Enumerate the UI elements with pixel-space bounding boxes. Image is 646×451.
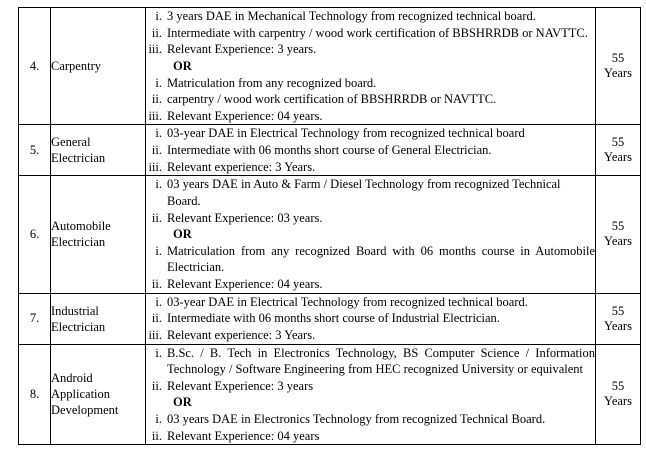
list-marker: iii. — [148, 42, 162, 57]
list-marker: ii. — [151, 378, 162, 393]
or-separator: OR — [173, 395, 192, 410]
list-marker: i. — [155, 9, 162, 23]
list-item-text: carpentry / wood work certification of BBSHRRDB or NAVTTC. — [167, 92, 497, 107]
criteria-list-item — [146, 108, 595, 125]
table-row — [19, 176, 641, 293]
list-item-text: 03-year DAE in Electrical Technology from recognized technical board — [167, 126, 525, 141]
cell-post-name: Automobile Electrician — [51, 176, 146, 293]
cell-qualification-criteria — [146, 344, 596, 445]
list-item-text: Matriculation from any recognized Board with 06 months course in Automobile Electrician. — [167, 243, 595, 275]
list-marker: i. — [155, 294, 162, 309]
criteria-list-item — [146, 125, 595, 142]
age-limit-value: 55 — [611, 303, 625, 318]
table-body — [19, 8, 641, 445]
criteria-list-item — [146, 159, 595, 176]
cell-age-limit — [596, 293, 641, 344]
list-item-text: Matriculation from any recognized board. — [167, 75, 377, 90]
table-row — [19, 125, 641, 176]
age-limit-value: 55 — [611, 135, 625, 150]
list-item-text: 03-year DAE in Electrical Technology from recognized technical board. — [167, 294, 528, 309]
list-marker: iii. — [148, 327, 162, 342]
list-marker: iii. — [148, 159, 162, 174]
age-limit-unit: Years — [604, 66, 632, 81]
list-item-text: Relevant Experience: 04 years. — [167, 108, 323, 123]
criteria-list-item — [146, 91, 595, 108]
criteria-list-item — [146, 345, 595, 378]
list-item-text: 3 years DAE in Mechanical Technology from recognized technical board. — [167, 9, 536, 23]
cell-age-limit — [596, 176, 641, 293]
list-marker: i. — [155, 177, 162, 192]
cell-serial-number: 4. — [19, 8, 51, 125]
list-item-text: Relevant Experience: 04 years — [167, 428, 320, 443]
list-marker: i. — [155, 412, 162, 426]
list-item-text: Intermediate with carpentry / wood work certification of BBSHRRDB or NAVTTC. — [167, 25, 588, 40]
age-limit-unit: Years — [604, 234, 632, 249]
list-item-text: Intermediate with 06 months short course of Industrial Electrician. — [167, 311, 500, 326]
list-item-text: 03 years DAE in Electronics Technology from recognized Technical Board. — [167, 412, 546, 426]
list-item-text: B.Sc. / B. Tech in Electronics Technology, BS Computer Science / Information Technology / Software Engineering from HEC recognized University or equivalent — [167, 345, 595, 377]
cell-age-limit — [596, 8, 641, 125]
criteria-list-item — [146, 8, 595, 25]
cell-qualification-criteria — [146, 293, 596, 344]
list-marker: i. — [155, 75, 162, 90]
age-limit-unit: Years — [604, 318, 632, 333]
criteria-list-item — [146, 411, 595, 428]
criteria-list-item — [146, 176, 595, 209]
list-item-text: Relevant Experience: 03 years. — [167, 210, 323, 225]
cell-post-name: Industrial Electrician — [51, 293, 146, 344]
age-limit-value: 55 — [611, 219, 625, 234]
age-limit-unit: Years — [604, 150, 632, 165]
criteria-list-item — [146, 276, 595, 293]
or-separator: OR — [173, 227, 192, 242]
criteria-list-item — [146, 327, 595, 344]
criteria-list-item — [146, 378, 595, 395]
criteria-list-item — [146, 142, 595, 159]
age-limit-value: 55 — [611, 51, 625, 66]
list-marker: ii. — [151, 277, 162, 291]
cell-post-name: Android Application Development — [51, 344, 146, 445]
cell-post-name: General Electrician — [51, 125, 146, 176]
list-marker: ii. — [151, 311, 162, 326]
cell-serial-number: 5. — [19, 125, 51, 176]
cell-serial-number: 6. — [19, 176, 51, 293]
cell-post-name: Carpentry — [51, 8, 146, 125]
criteria-list-item — [146, 294, 595, 311]
list-item-text: Relevant experience: 3 Years. — [167, 327, 316, 342]
list-marker: ii. — [151, 210, 162, 225]
age-limit-value: 55 — [611, 379, 625, 394]
cell-qualification-criteria — [146, 125, 596, 176]
cell-qualification-criteria — [146, 176, 596, 293]
table-row — [19, 8, 641, 125]
cell-qualification-criteria — [146, 8, 596, 125]
criteria-list-item — [146, 243, 595, 276]
list-marker: ii. — [151, 25, 162, 40]
list-item-text: Relevant Experience: 3 years. — [167, 42, 317, 57]
criteria-list-item — [146, 25, 595, 42]
criteria-list-item — [146, 428, 595, 445]
criteria-list-item — [146, 210, 595, 227]
criteria-list-item — [146, 41, 595, 58]
list-marker: i. — [155, 243, 162, 258]
cell-age-limit — [596, 125, 641, 176]
age-limit-unit: Years — [604, 394, 632, 409]
list-item-text: Relevant experience: 3 Years. — [167, 159, 316, 174]
list-marker: ii. — [151, 428, 162, 443]
table-row — [19, 293, 641, 344]
cell-serial-number: 7. — [19, 293, 51, 344]
list-marker: i. — [155, 126, 162, 141]
list-item-text: Relevant Experience: 04 years. — [167, 277, 323, 291]
list-marker: iii. — [148, 108, 162, 123]
list-marker: i. — [155, 345, 162, 360]
list-item-text: Relevant Experience: 3 years — [167, 378, 314, 393]
criteria-list-item — [146, 75, 595, 92]
cell-serial-number: 8. — [19, 344, 51, 445]
list-marker: ii. — [151, 143, 162, 157]
eligibility-criteria-table — [18, 7, 641, 445]
list-item-text: 03 years DAE in Auto & Farm / Diesel Technology from recognized Technical Board. — [167, 177, 561, 208]
list-marker: ii. — [151, 92, 162, 107]
table-row — [19, 344, 641, 445]
criteria-list-item — [146, 310, 595, 327]
cell-age-limit — [596, 344, 641, 445]
list-item-text: Intermediate with 06 months short course of General Electrician. — [167, 143, 492, 157]
or-separator: OR — [173, 58, 192, 73]
